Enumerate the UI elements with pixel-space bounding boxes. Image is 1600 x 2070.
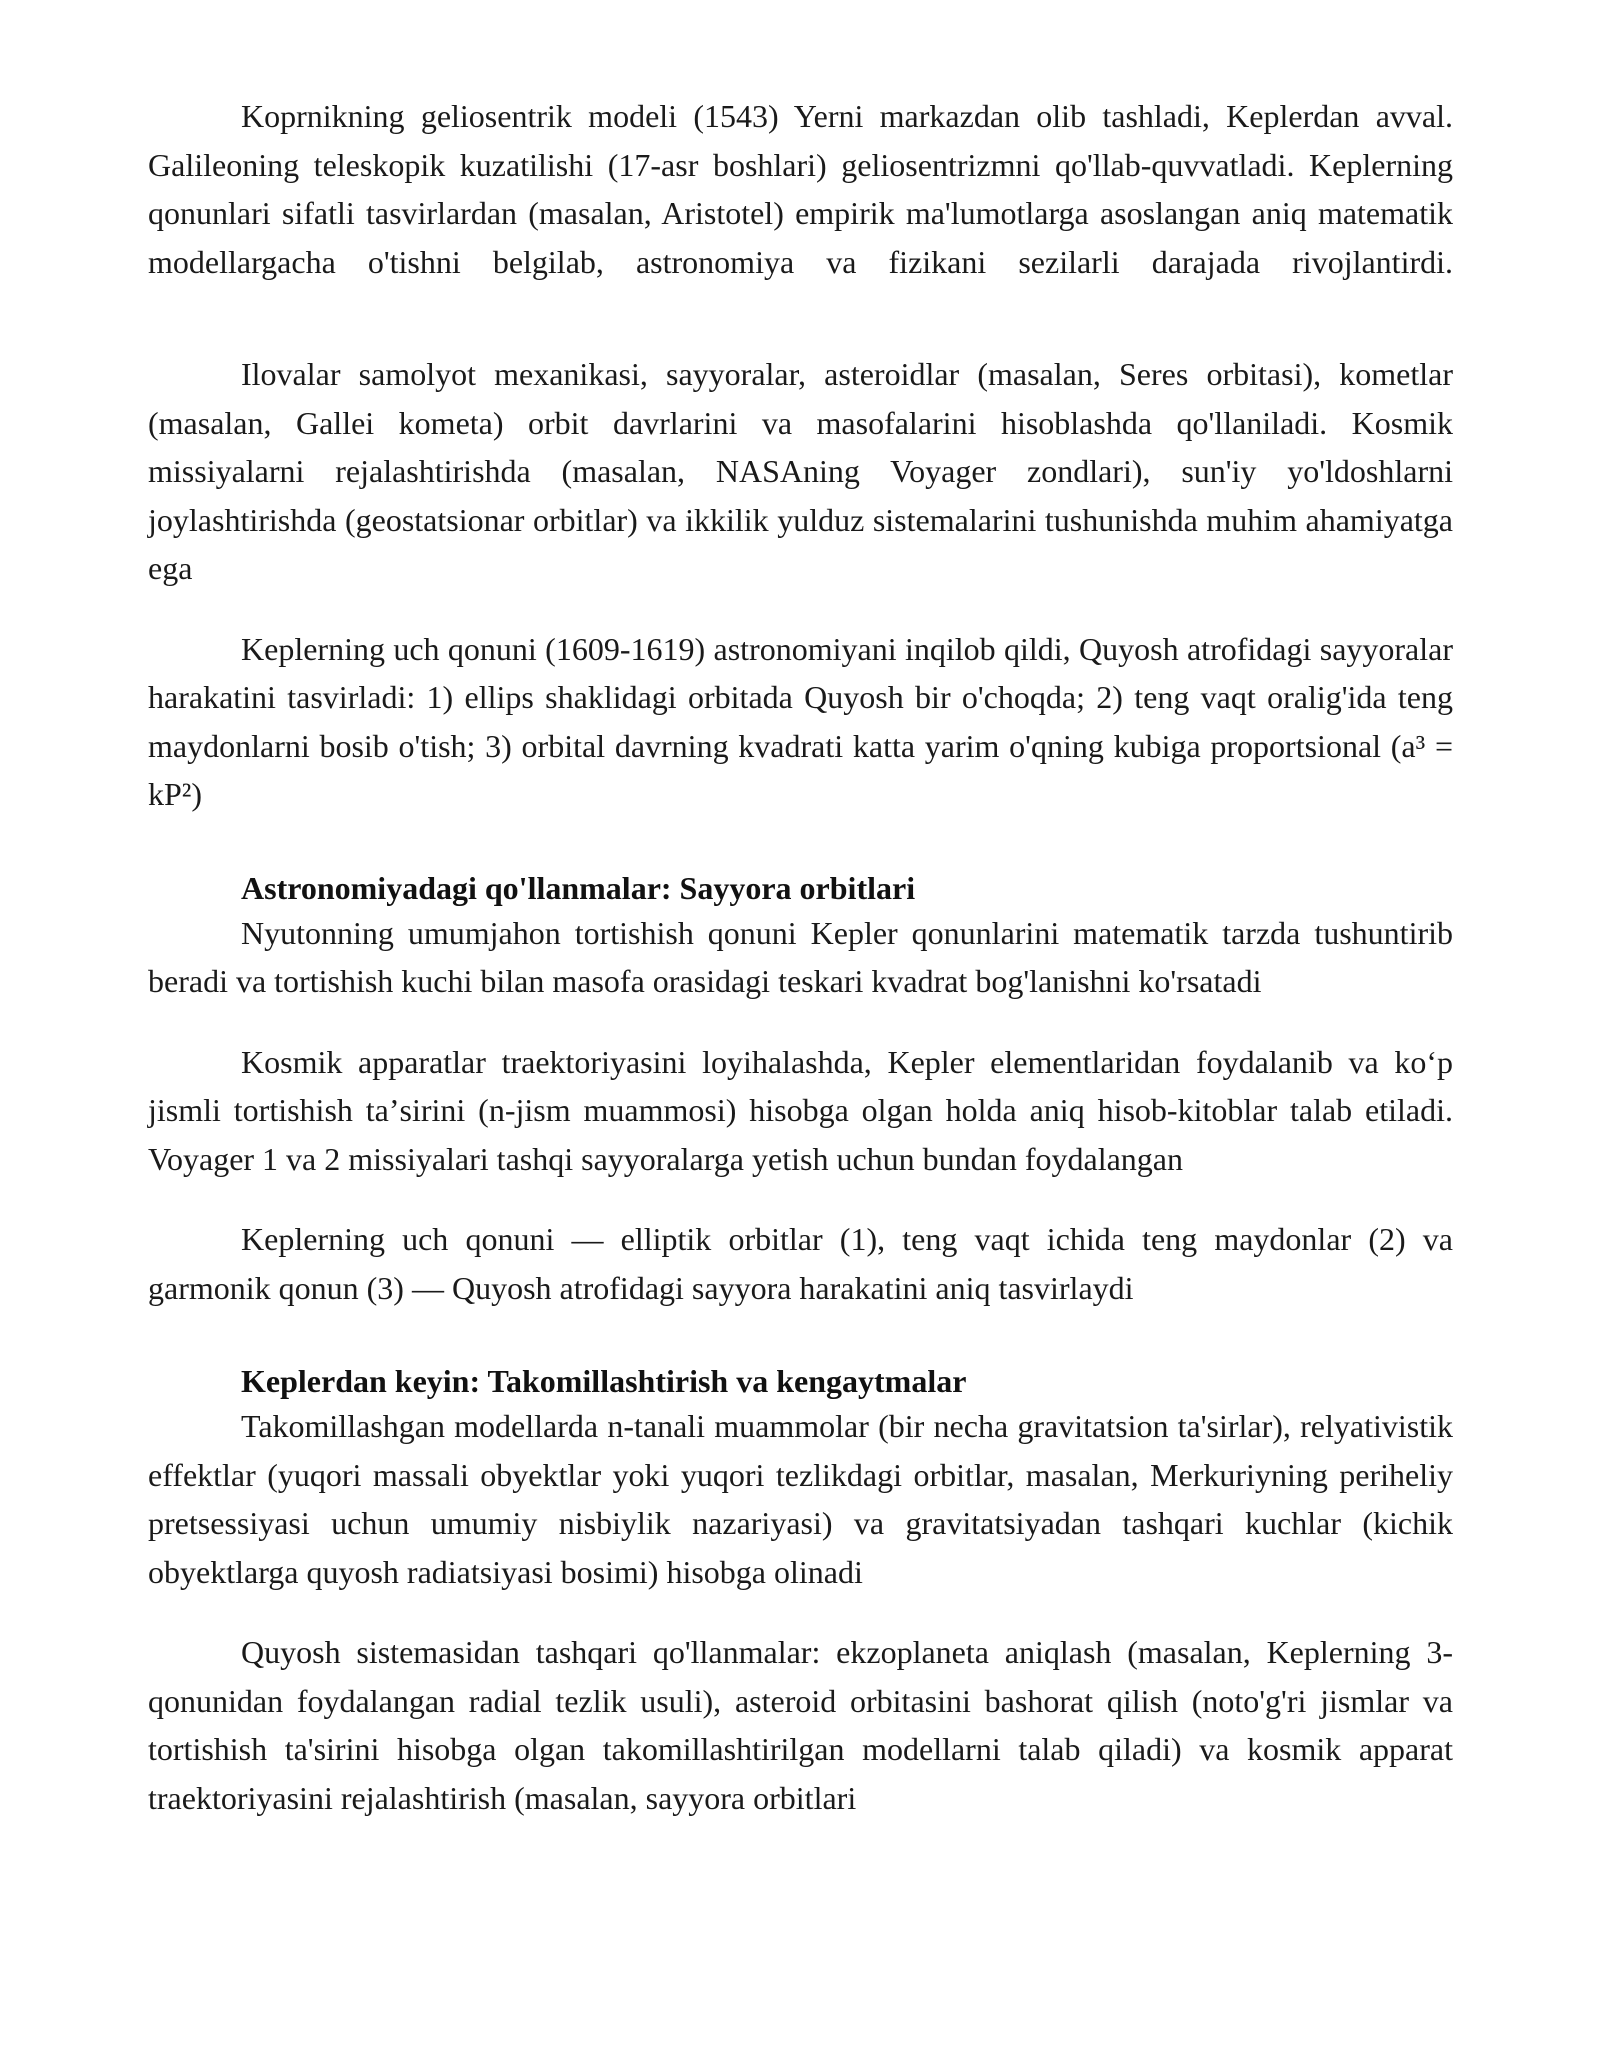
paragraph-kepler-summary: Keplerning uch qonuni — elliptik orbitlar (1), teng vaqt ichida teng maydonlar (2) va garmonik qonun (3) — Quyosh atrofidagi sayyora harakatini aniq tasvirlaydi xyxy=(148,1221,1453,1306)
paragraph-kepler-laws: Keplerning uch qonuni (1609-1619) astronomiyani inqilob qildi, Quyosh atrofidagi sayyoralar harakatini tasvirladi: 1) ellips shaklidagi orbitada Quyosh bir o'choqda; 2) teng vaqt oralig'ida teng maydonlarni bosib o'tish; 3) orbital davrning kvadrati katta yarim o'qning kubiga proportsional (a³ = kP²) xyxy=(148,630,1453,812)
paragraph-refined-models: Takomillashgan modellarda n-tanali muammolar (bir necha gravitatsion ta'sirlar), relyativistik effektlar (yuqori massali obyektlar yoki yuqori tezlikdagi orbitlar, masalan, Merkuriyning periheliy pretsessiyasi uchun umumiy nisbiylik nazariyasi) va gravitatsiyadan tashqari kuchlar (kichik obyektlarga quyosh radiatsiyasi bosimi) hisobga olinadi xyxy=(148,1408,1453,1590)
section-heading-planet-orbits: Astronomiyadagi qo'llanmalar: Sayyora orbitlari xyxy=(241,869,916,906)
paragraph-beyond-solar-system: Quyosh sistemasidan tashqari qo'llanmalar: ekzoplaneta aniqlash (masalan, Keplerning 3-qonunidan foydalangan radial tezlik usuli), asteroid orbitasini bashorat qilish (noto'g'ri jismlar va tortishish ta'sirini hisobga olgan takomillashtirilgan modellarni talab qiladi) va kosmik apparat traektoriyasini rejalashtirish (masalan, sayyora orbitlari xyxy=(148,1634,1453,1816)
paragraph-spacecraft-trajectory: Kosmik apparatlar traektoriyasini loyihalashda, Kepler elementlaridan foydalanib va koʻp jismli tortishish taʼsirini (n-jism muammosi) hisobga olgan holda aniq hisob-kitoblar talab etiladi. Voyager 1 va 2 missiyalari tashqi sayyoralarga yetish uchun bundan foydalangan xyxy=(148,1043,1453,1177)
document-page xyxy=(148,92,1453,1822)
paragraph-applications: Ilovalar samolyot mexanikasi, sayyoralar, asteroidlar (masalan, Seres orbitasi), kometlar (masalan, Gallei kometa) orbit davrlarini va masofalarini hisoblashda qo'llaniladi. Kosmik missiyalarni rejalashtirishda (masalan, NASAning Voyager zondlari), sun'iy yo'ldoshlarni joylashtirishda (geostatsionar orbitlar) va ikkilik yulduz sistemalarini tushunishda muhim ahamiyatga ega xyxy=(148,356,1453,586)
section-heading-after-kepler: Keplerdan keyin: Takomillashtirish va kengaytmalar xyxy=(241,1363,967,1399)
paragraph-newton-gravity: Nyutonning umumjahon tortishish qonuni Kepler qonunlarini matematik tarzda tushuntirib beradi va tortishish kuchi bilan masofa orasidagi teskari kvadrat bog'lanishni ko'rsatadi xyxy=(148,914,1453,999)
paragraph-copernicus: Koprnikning geliosentrik modeli (1543) Yerni markazdan olib tashladi, Keplerdan avval. Galileoning teleskopik kuzatilishi (17-asr boshlari) geliosentrizmni qo'llab-quvvatladi. Keplerning qonunlari sifatli tasvirlardan (masalan, Aristotel) empirik ma'lumotlarga asoslangan aniq matematik modellargacha o'tishni belgilab, astronomiya va fizikani sezilarli darajada rivojlantirdi. xyxy=(148,98,1453,280)
